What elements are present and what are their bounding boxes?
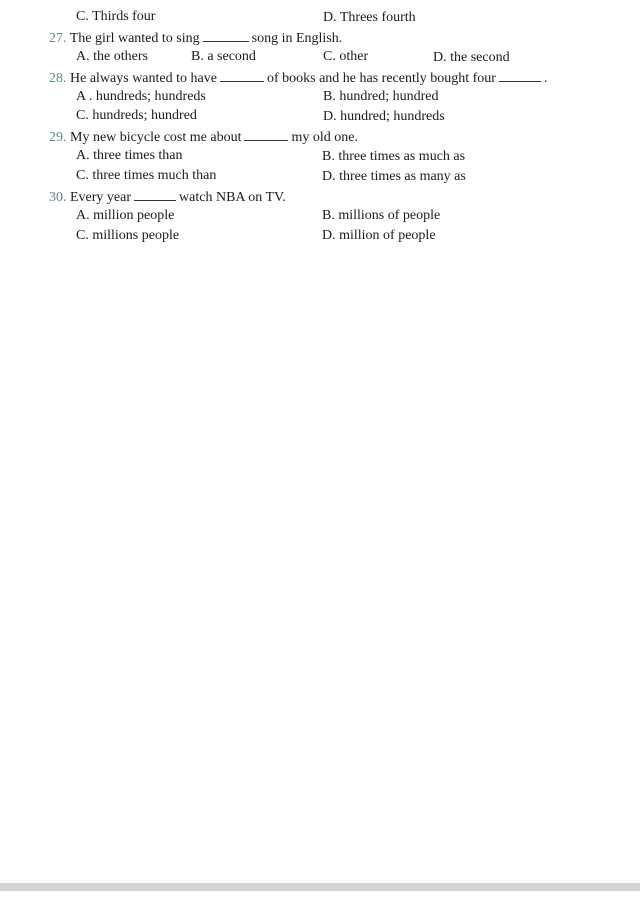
question-number: 30. [49,190,67,205]
stem-text: my old one. [291,130,358,145]
page-bottom-divider [0,883,640,891]
answer-blank [220,68,264,82]
q28-option-a: A . hundreds; hundreds [76,89,206,104]
q30-option-d: D. million of people [322,228,436,243]
q26-option-c: C. Thirds four [76,9,156,24]
q27-option-d: D. the second [433,50,510,65]
q30-stem [49,187,286,205]
q29-stem [49,127,358,145]
answer-blank [134,187,176,201]
stem-text: Every year [70,190,132,205]
stem-text: He always wanted to have [70,71,217,86]
stem-text: watch NBA on TV. [179,190,286,205]
q28-option-b: B. hundred; hundred [323,89,439,104]
q27-option-c: C. other [323,49,369,64]
q30-option-a: A. million people [76,208,175,223]
q29-option-a: A. three times than [76,148,183,163]
q26-option-d: D. Threes fourth [323,10,416,25]
stem-text: of books and he has recently bought four [266,71,496,86]
stem-text: song in English. [251,31,343,46]
answer-blank [244,127,288,141]
q27-option-b: B. a second [191,49,256,64]
q28-option-c: C. hundreds; hundred [76,108,197,123]
q28-stem [49,68,547,86]
q30-option-b: B. millions of people [322,208,441,223]
stem-text: My new bicycle cost me about [70,130,242,145]
q28-option-d: D. hundred; hundreds [323,109,445,124]
q29-option-d: D. three times as many as [322,169,466,184]
q30-option-c: C. millions people [76,228,180,243]
stem-text: . [543,71,548,86]
stem-text: The girl wanted to sing [69,31,200,46]
answer-blank [499,68,541,82]
q29-option-b: B. three times as much as [322,149,466,164]
question-number: 28. [49,71,67,86]
q27-option-a: A. the others [76,49,148,64]
q27-stem [49,28,342,46]
question-number: 27. [49,31,67,46]
answer-blank [203,28,249,42]
q29-option-c: C. three times much than [76,168,217,183]
question-number: 29. [49,130,67,145]
